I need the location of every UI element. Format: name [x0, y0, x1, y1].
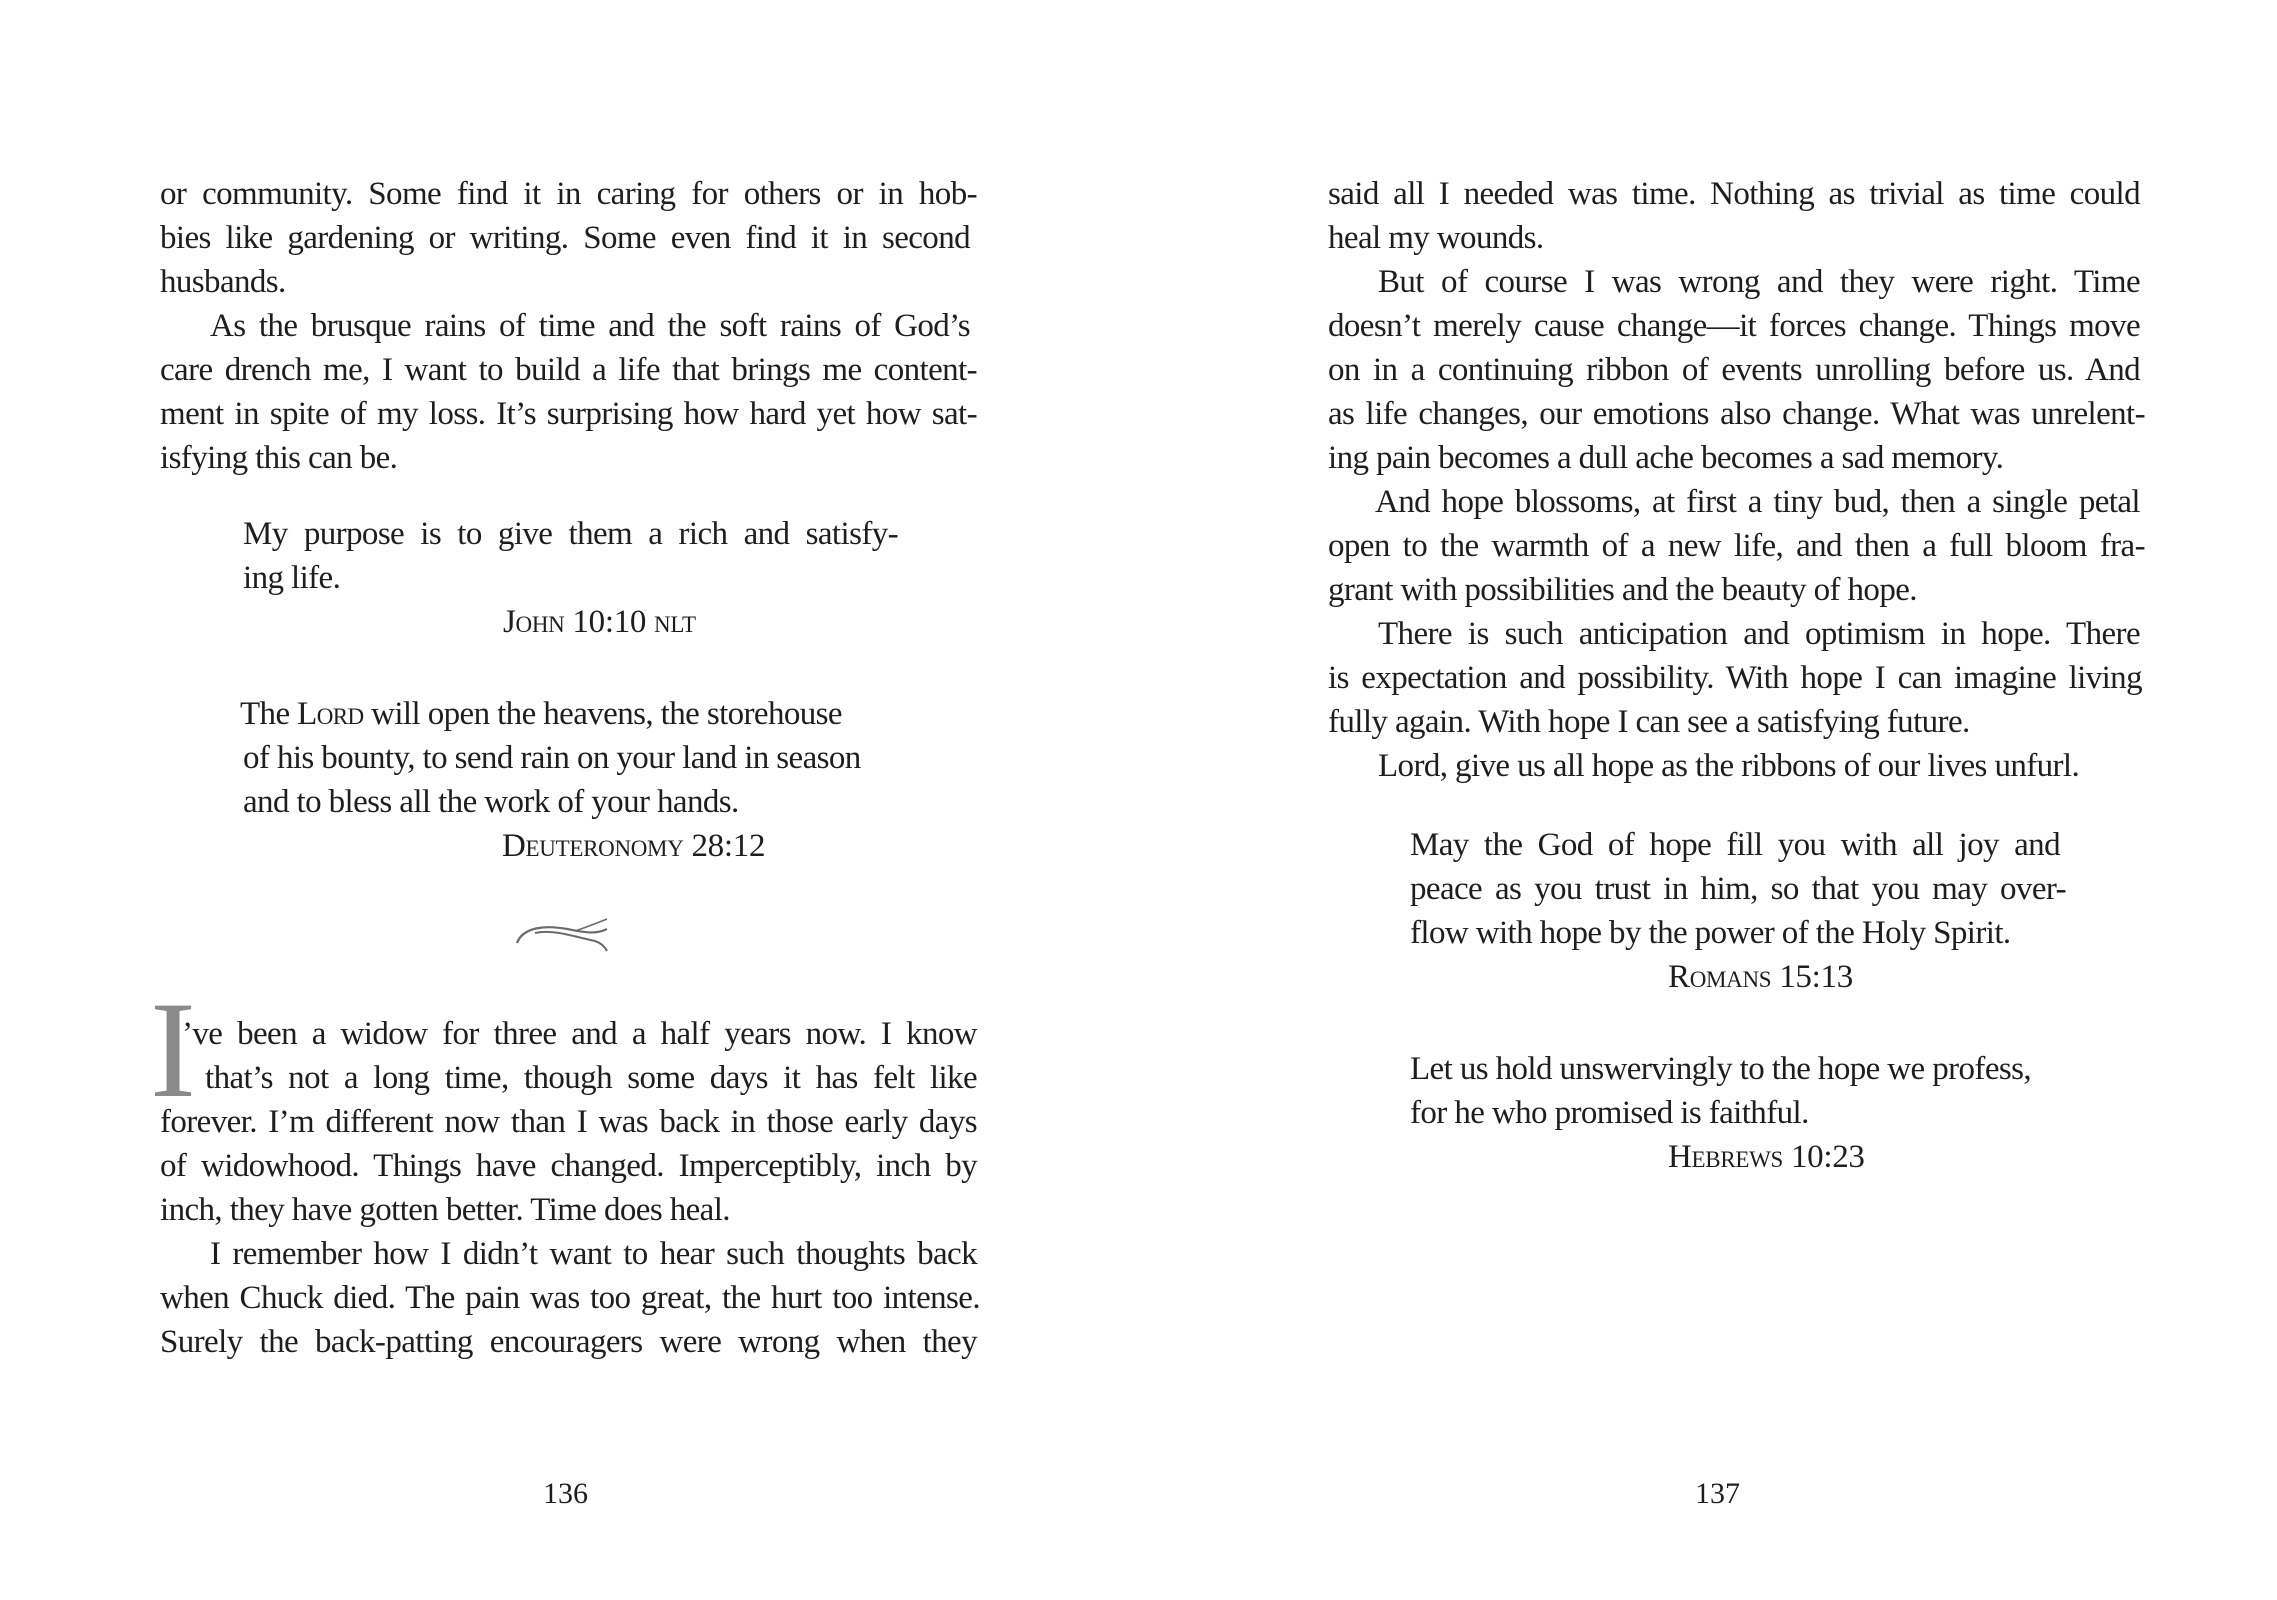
left-page: [0, 0, 1138, 1600]
lord-smallcaps: Lord: [297, 696, 364, 732]
scripture-quote-line: peace as you trust in him, so that you may over-: [1410, 871, 2066, 907]
body-line: There is such anticipation and optimism in hope. There: [1378, 616, 2140, 652]
scripture-quote-line: My purpose is to give them a rich and satisfy-: [243, 516, 898, 552]
body-line: ment in spite of my loss. It’s surprising how hard yet how sat-: [160, 396, 977, 432]
body-line: bies like gardening or writing. Some even find it in second: [160, 220, 970, 256]
scripture-quote-line: May the God of hope fill you with all joy and: [1410, 827, 2060, 863]
body-line: said all I needed was time. Nothing as trivial as time could: [1328, 176, 2140, 212]
body-line: Lord, give us all hope as the ribbons of our lives unfurl.: [1378, 748, 2080, 784]
body-line: doesn’t merely cause change—it forces change. Things move: [1328, 308, 2140, 344]
body-line: of widowhood. Things have changed. Imperceptibly, inch by: [160, 1148, 977, 1184]
text-segment: The: [240, 696, 298, 732]
body-line: on in a continuing ribbon of events unrolling before us. And: [1328, 352, 2140, 388]
body-line: forever. I’m different now than I was back in those early days: [160, 1104, 977, 1140]
scripture-quote-line: and to bless all the work of your hands.: [243, 784, 739, 820]
body-line: care drench me, I want to build a life that brings me content-: [160, 352, 977, 388]
body-line: when Chuck died. The pain was too great, the hurt too intense.: [160, 1280, 980, 1316]
scripture-quote-line: Let us hold unswervingly to the hope we profess,: [1410, 1051, 2032, 1087]
body-line: ing pain becomes a dull ache becomes a sad memory.: [1328, 440, 2004, 476]
body-line: As the brusque rains of time and the soft rains of God’s: [210, 308, 970, 344]
body-line: And hope blossoms, at first a tiny bud, then a single petal: [1375, 484, 2140, 520]
text-segment: will open the heavens, the storehouse: [363, 696, 842, 732]
body-line: Surely the back-patting encouragers were wrong when they: [160, 1324, 977, 1360]
scripture-quote-line: for he who promised is faithful.: [1410, 1095, 1809, 1131]
body-line: fully again. With hope I can see a satisfying future.: [1328, 704, 1970, 740]
scripture-reference: Romans 15:13: [1668, 959, 1853, 995]
body-line: heal my wounds.: [1328, 220, 1544, 256]
body-line: ’ve been a widow for three and a half years now. I know: [182, 1016, 977, 1052]
body-line: open to the warmth of a new life, and then a full bloom fra-: [1328, 528, 2145, 564]
flourish-ornament-icon: [515, 915, 615, 955]
page-number: 137: [1695, 1477, 1740, 1510]
page-number: 136: [543, 1477, 588, 1510]
scripture-reference: John 10:10 nlt: [503, 604, 696, 640]
body-line: grant with possibilities and the beauty of hope.: [1328, 572, 1917, 608]
scripture-reference: Deuteronomy 28:12: [502, 828, 766, 864]
scripture-quote-line: [240, 692, 842, 736]
body-line: husbands.: [160, 264, 286, 300]
right-page: [1138, 0, 2277, 1600]
body-line: or community. Some find it in caring for others or in hob-: [160, 176, 977, 212]
scripture-quote-line: flow with hope by the power of the Holy Spirit.: [1410, 915, 2011, 951]
drop-cap: I: [150, 973, 196, 1126]
body-line: as life changes, our emotions also change. What was unrelent-: [1328, 396, 2145, 432]
scripture-reference: Hebrews 10:23: [1668, 1139, 1865, 1175]
scripture-quote-line: of his bounty, to send rain on your land in season: [243, 740, 861, 776]
body-line: isfying this can be.: [160, 440, 398, 476]
body-line: But of course I was wrong and they were right. Time: [1378, 264, 2140, 300]
body-line: I remember how I didn’t want to hear such thoughts back: [210, 1236, 977, 1272]
body-line: inch, they have gotten better. Time does heal.: [160, 1192, 730, 1228]
body-line: is expectation and possibility. With hope I can imagine living: [1328, 660, 2142, 696]
body-line: that’s not a long time, though some days it has felt like: [205, 1060, 977, 1096]
scripture-quote-line: ing life.: [243, 560, 341, 596]
